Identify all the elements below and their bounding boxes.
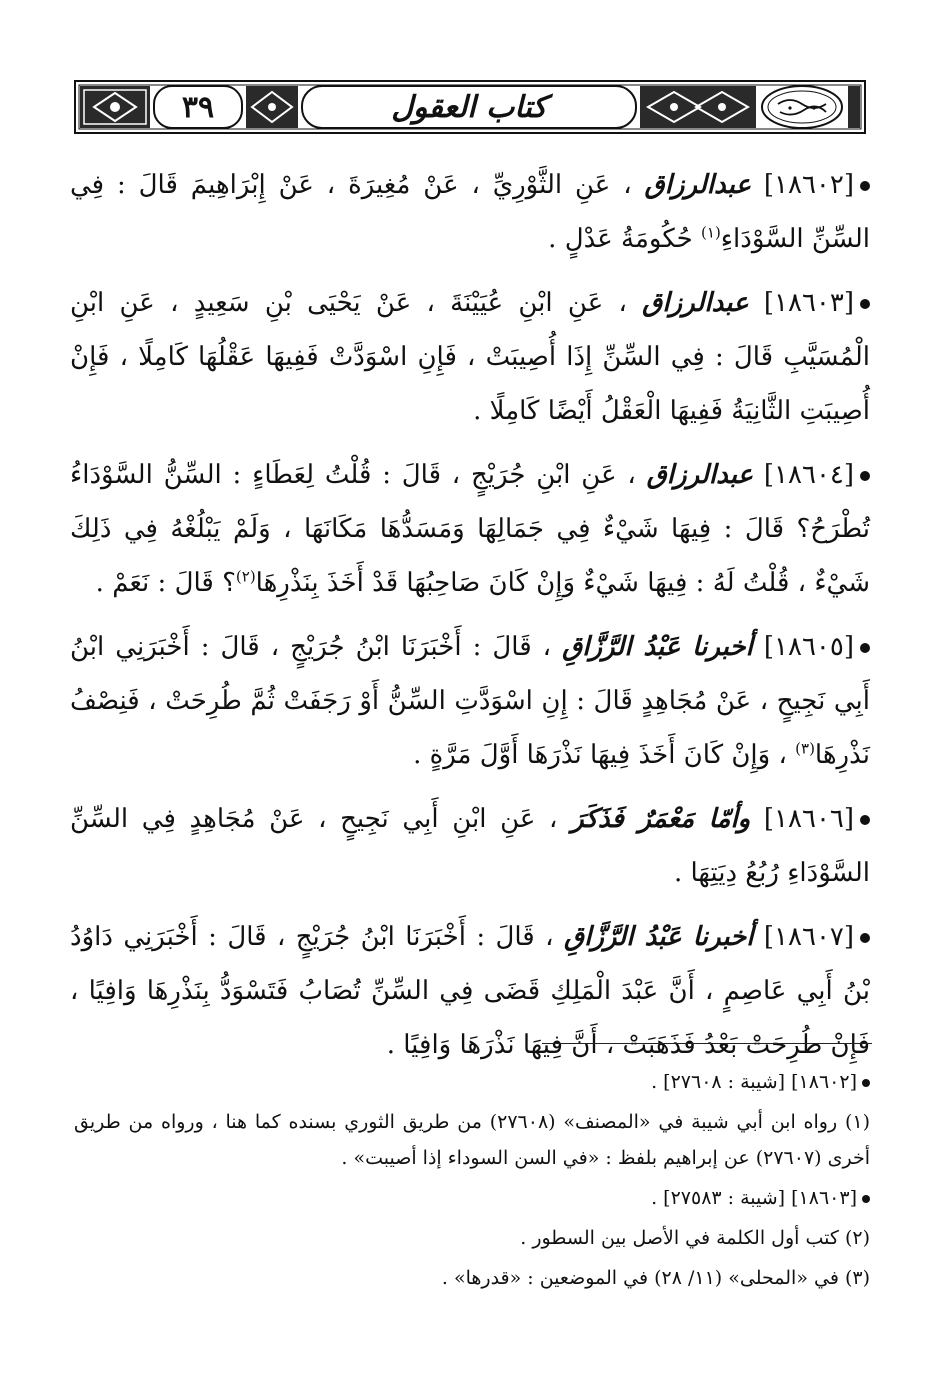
- footnote-text: [١٨٦٠٢] [شيبة : ٢٧٦٠٨] .: [651, 1071, 857, 1093]
- bullet-dot: [860, 181, 870, 191]
- entry-text: ، عَنِ الثَّوْرِيِّ ، عَنْ مُغِيرَةَ ، عَنْ إِبْرَاهِيمَ قَالَ : فِي السِّنِّ السَّوْدَاءِ: [70, 170, 870, 254]
- footnote-note: [74, 1260, 870, 1296]
- entry-number: [١٨٦٠٤]: [763, 460, 855, 490]
- bullet-dot: [860, 815, 870, 825]
- entry-text: ، عَنِ ابْنِ جُرَيْجٍ ، قَالَ : قُلْتُ لِعَطَاءٍ : السِّنُّ السَّوْدَاءُ تُطْرَحُ؟ قَالَ : فِيهَا شَيْءٌ فِي جَمَالِهَا وَمَسَدُّهَا مَكَانَهَا ، وَلَمْ يَبْلُغْهُ فِي ذَلِكَ شَيْءٌ ، قُلْتُ لَهُ : فِيهَا شَيْءٌ وَإِنْ كَانَ صَاحِبُهَا قَدْ أَخَذَ بِنَذْرِهَا: [70, 460, 870, 598]
- entry-number: [١٨٦٠٦]: [763, 804, 855, 834]
- chapter-title: كتاب العقول: [391, 89, 547, 125]
- page-header: [74, 80, 866, 134]
- bullet-dot: [862, 1195, 870, 1203]
- main-text: [70, 158, 870, 1082]
- hadith-entry-18602: [70, 158, 870, 266]
- footnote-reference: [74, 1064, 870, 1100]
- entry-text: ، عَنِ ابْنِ أَبِي نَجِيحٍ ، عَنْ مُجَاهِدٍ فِي السِّنِّ السَّوْدَاءِ رُبُعُ دِيَتِهَا .: [70, 804, 870, 888]
- book-seal-logo: [760, 84, 844, 130]
- entry-text: ، عَنِ ابْنِ عُيَيْنَةَ ، عَنْ يَحْيَى بْنِ سَعِيدٍ ، عَنِ ابْنِ الْمُسَيَّبِ قَالَ : فِي السِّنِّ إِذَا أُصِيبَتْ ، فَإِنِ اسْوَدَّتْ فَفِيهَا عَقْلُهَا كَامِلًا ، فَإِنْ أُصِيبَتِ الثَّانِيَةُ فَفِيهَا الْعَقْلُ أَيْضًا كَامِلًا .: [70, 288, 870, 426]
- entry-number: [١٨٦٠٣]: [763, 288, 854, 318]
- entry-text-tail: حُكُومَةُ عَدْلٍ .: [548, 224, 693, 254]
- hadith-entry-18605: [70, 620, 870, 782]
- hadith-entry-18606: [70, 792, 870, 900]
- bullet-dot: [860, 643, 870, 653]
- hadith-entry-18607: [70, 910, 870, 1072]
- entry-text-tail: ، وَإِنْ كَانَ أَخَذَ فِيهَا نَذْرَهَا أَوَّلَ مَرَّةٍ .: [413, 740, 787, 770]
- footnote-text: (٣) في «المحلى» (١١/ ٢٨) في الموضعين : «قدرها» .: [441, 1267, 870, 1289]
- page-number: ٣٩: [181, 89, 215, 125]
- narrator-name: عبدالرزاق: [642, 288, 749, 318]
- footnotes: [74, 1064, 870, 1300]
- hadith-entry-18603: [70, 276, 870, 438]
- footnote-text: (١) رواه ابن أبي شيبة في «المصنف» (٢٧٦٠٨) من طريق الثوري بسنده كما هنا ، ورواه من طريق أخرى (٢٧٦٠٧) عن إبراهيم بلفظ : «في السن السوداء إذا أصيبت» .: [74, 1111, 870, 1169]
- entry-text: ، قَالَ : أَخْبَرَنَا ابْنُ جُرَيْجٍ ، قَالَ : أَخْبَرَنِي دَاوُدُ بْنُ أَبِي عَاصِمٍ ، أَنَّ عَبْدَ الْمَلِكِ قَضَى فِي السِّنِّ تُصَابُ فَتَسْوَدُّ بِنَذْرِهَا وَافِيًا ، فَإِنْ طُرِحَتْ بَعْدُ فَذَهَبَتْ ، أَنَّ فِيهَا نَذْرَهَا وَافِيًا .: [70, 922, 870, 1060]
- entry-number: [١٨٦٠٥]: [763, 632, 854, 662]
- narrator-name: عبدالرزاق: [646, 460, 754, 490]
- narrator-name: عبدالرزاق: [644, 170, 751, 200]
- footnote-separator: [542, 1043, 872, 1044]
- entry-text-tail: ؟ قَالَ : نَعَمْ .: [95, 568, 236, 598]
- narrator-name: أخبرنا عَبْدُ الرَّزَّاقِ: [563, 922, 754, 952]
- footnote-text: (٢) كتب أول الكلمة في الأصل بين السطور .: [520, 1227, 870, 1249]
- footnote-note: [74, 1220, 870, 1256]
- footnote-reference: [74, 1180, 870, 1216]
- bullet-dot: [860, 471, 870, 481]
- narrator-name: وأمّا مَعْمَرٌ فَذَكَرَ: [571, 804, 751, 834]
- bullet-dot: [860, 299, 870, 309]
- narrator-name: أخبرنا عَبْدُ الرَّزَّاقِ: [562, 632, 753, 662]
- footnote-marker: (٢): [235, 567, 256, 586]
- entry-number: [١٨٦٠٧]: [763, 922, 855, 952]
- bullet-dot: [860, 933, 870, 943]
- entry-text: ، قَالَ : أَخْبَرَنَا ابْنُ جُرَيْجٍ ، قَالَ : أَخْبَرَنِي ابْنُ أَبِي نَجِيحٍ ، عَنْ مُجَاهِدٍ قَالَ : إِنِ اسْوَدَّتِ السِّنُّ أَوْ رَجَفَتْ ثُمَّ طُرِحَتْ ، فَنِصْفُ نَذْرِهَا: [70, 632, 870, 770]
- footnote-marker: (١): [701, 223, 721, 242]
- footnote-marker: (٣): [795, 739, 815, 758]
- bullet-dot: [862, 1079, 870, 1087]
- hadith-entry-18604: [70, 448, 870, 610]
- entry-number: [١٨٦٠٢]: [763, 170, 855, 200]
- footnote-text: [١٨٦٠٣] [شيبة : ٢٧٥٨٣] .: [651, 1187, 857, 1209]
- footnote-note: [74, 1104, 870, 1176]
